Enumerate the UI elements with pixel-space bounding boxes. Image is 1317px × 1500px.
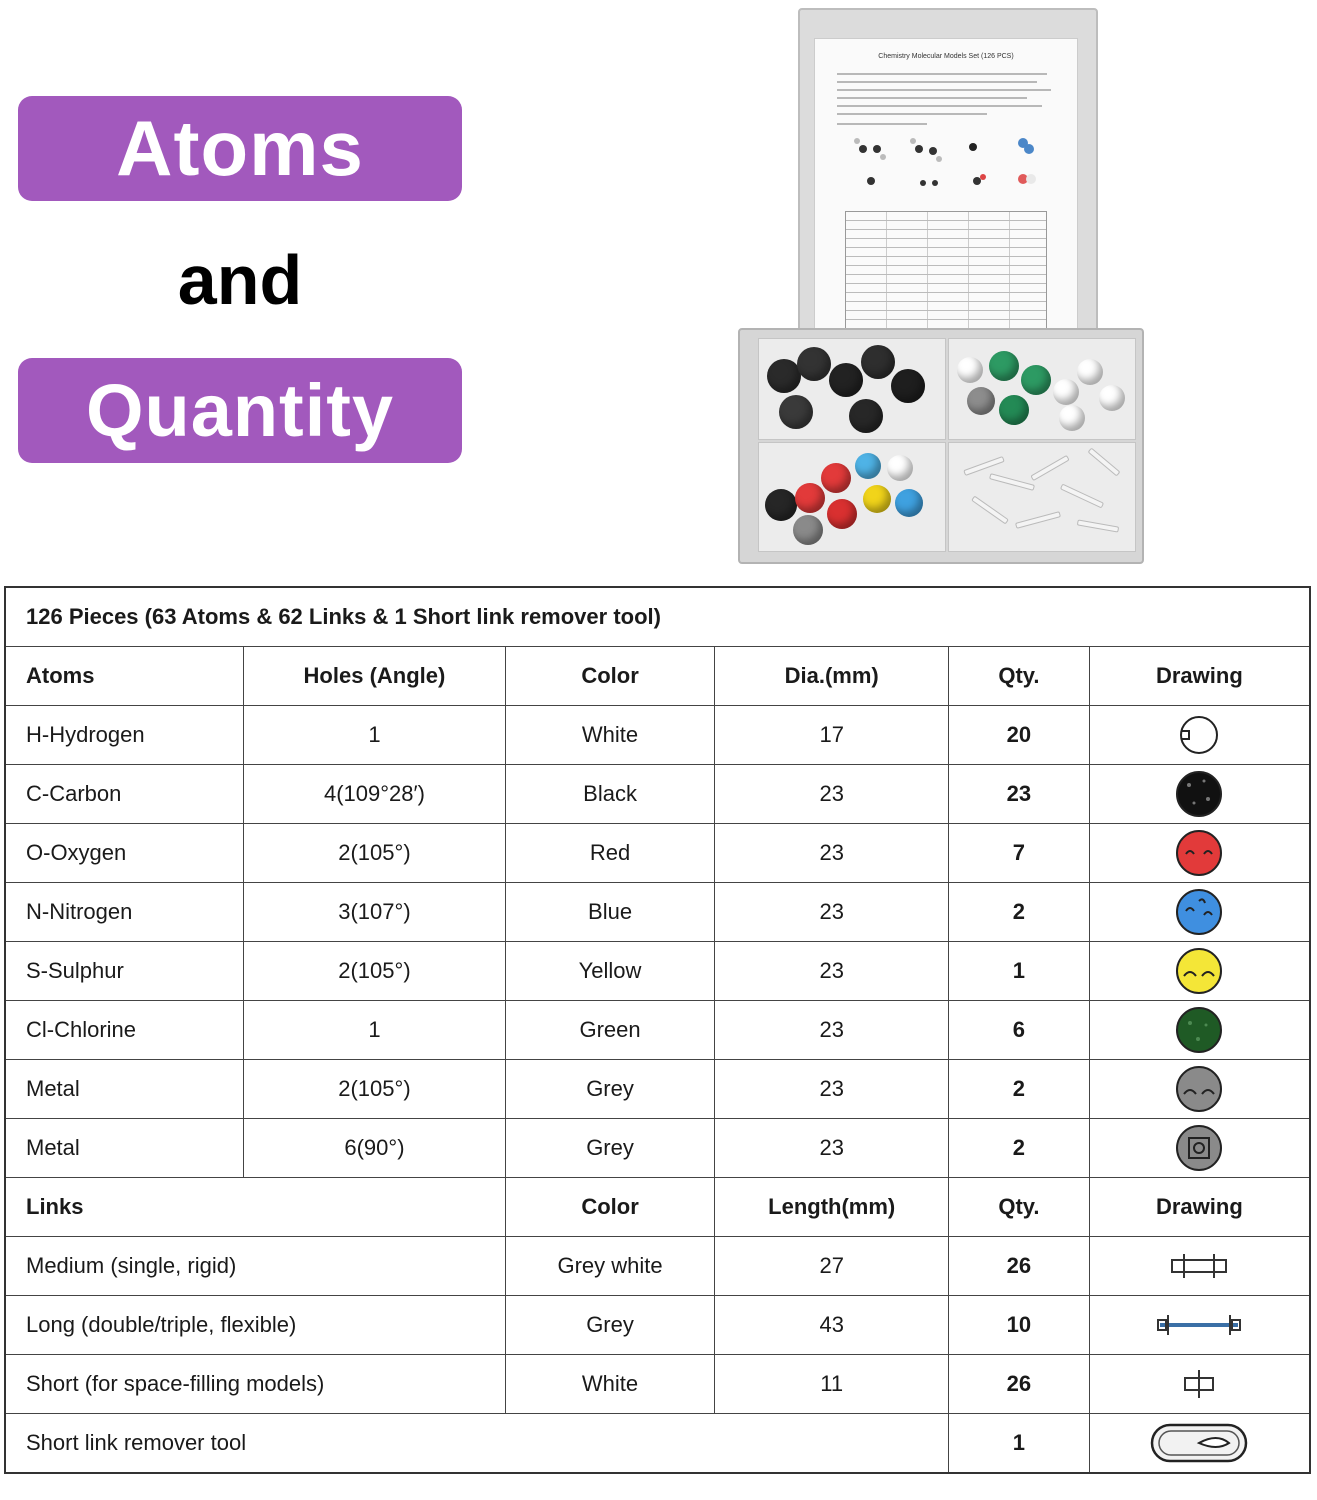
atom-drawing [1089, 706, 1310, 765]
links-compartment [948, 442, 1136, 552]
header-links: Links [5, 1178, 505, 1237]
link-name: Short (for space-filling models) [5, 1355, 505, 1414]
link-length: 27 [715, 1237, 949, 1296]
atom-qty: 7 [949, 824, 1090, 883]
atom-holes: 6(90°) [244, 1119, 506, 1178]
header-link-drawing: Drawing [1089, 1178, 1310, 1237]
header-dia: Dia.(mm) [715, 647, 949, 706]
black-atoms-compartment [758, 338, 946, 440]
carbon-ball-icon [1174, 769, 1224, 819]
atom-name: Metal [5, 1119, 244, 1178]
atom-name: H-Hydrogen [5, 706, 244, 765]
short-link-icon [1179, 1367, 1219, 1401]
table-row [5, 1414, 1310, 1474]
atom-qty: 2 [949, 1060, 1090, 1119]
link-length: 11 [715, 1355, 949, 1414]
atom-drawing [1089, 824, 1310, 883]
atom-dia: 23 [715, 765, 949, 824]
tool-name: Short link remover tool [5, 1414, 949, 1474]
atom-drawing [1089, 883, 1310, 942]
link-length: 43 [715, 1296, 949, 1355]
atom-color: Yellow [505, 942, 715, 1001]
link-color: Grey white [505, 1237, 715, 1296]
atom-dia: 23 [715, 1060, 949, 1119]
long-link-icon [1154, 1310, 1244, 1340]
atom-qty: 6 [949, 1001, 1090, 1060]
oxygen-ball-icon [1174, 828, 1224, 878]
atom-qty: 1 [949, 942, 1090, 1001]
atom-drawing [1089, 1060, 1310, 1119]
storage-tray [738, 328, 1144, 564]
table-row [5, 1296, 1310, 1355]
atoms-banner: Atoms [18, 96, 462, 201]
metal-6-hole-ball-icon [1174, 1123, 1224, 1173]
atom-name: O-Oxygen [5, 824, 244, 883]
link-drawing [1089, 1296, 1310, 1355]
atom-dia: 17 [715, 706, 949, 765]
atom-qty: 2 [949, 1119, 1090, 1178]
table-title: 126 Pieces (63 Atoms & 62 Links & 1 Short link remover tool) [5, 587, 1310, 647]
atom-color: Black [505, 765, 715, 824]
atom-holes: 2(105°) [244, 942, 506, 1001]
instruction-sheet [814, 38, 1078, 336]
atom-holes: 2(105°) [244, 1060, 506, 1119]
metal-2-hole-ball-icon [1174, 1064, 1224, 1114]
header-qty: Qty. [949, 647, 1090, 706]
atom-drawing [1089, 765, 1310, 824]
hydrogen-ball-icon [1177, 713, 1221, 757]
atoms-header-row [5, 647, 1310, 706]
atom-qty: 20 [949, 706, 1090, 765]
atom-color: Grey [505, 1119, 715, 1178]
atom-drawing [1089, 942, 1310, 1001]
atom-name: Metal [5, 1060, 244, 1119]
link-drawing [1089, 1355, 1310, 1414]
link-qty: 10 [949, 1296, 1090, 1355]
atom-name: Cl-Chlorine [5, 1001, 244, 1060]
tool-drawing [1089, 1414, 1310, 1474]
atom-dia: 23 [715, 883, 949, 942]
link-name: Medium (single, rigid) [5, 1237, 505, 1296]
green-white-atoms-compartment [948, 338, 1136, 440]
molecule-sketches [843, 135, 1053, 205]
atom-dia: 23 [715, 942, 949, 1001]
product-photo [736, 4, 1156, 564]
atom-holes: 1 [244, 706, 506, 765]
table-row [5, 706, 1310, 765]
spec-table [4, 586, 1311, 1474]
header-color: Color [505, 647, 715, 706]
table-row [5, 1355, 1310, 1414]
atom-dia: 23 [715, 1119, 949, 1178]
atom-color: Grey [505, 1060, 715, 1119]
link-name: Long (double/triple, flexible) [5, 1296, 505, 1355]
chlorine-ball-icon [1174, 1005, 1224, 1055]
medium-link-icon [1164, 1251, 1234, 1281]
table-row [5, 942, 1310, 1001]
instruction-sheet-title: Chemistry Molecular Models Set (126 PCS) [878, 53, 1014, 60]
header-atoms: Atoms [5, 647, 244, 706]
and-heading: and [177, 241, 303, 319]
header-link-qty: Qty. [949, 1178, 1090, 1237]
table-row [5, 824, 1310, 883]
atom-dia: 23 [715, 824, 949, 883]
header-holes: Holes (Angle) [244, 647, 506, 706]
atom-color: Green [505, 1001, 715, 1060]
tool-qty: 1 [949, 1414, 1090, 1474]
atom-qty: 2 [949, 883, 1090, 942]
atom-holes: 3(107°) [244, 883, 506, 942]
table-row [5, 1001, 1310, 1060]
atom-holes: 4(109°28′) [244, 765, 506, 824]
header-drawing: Drawing [1089, 647, 1310, 706]
colored-atoms-compartment [758, 442, 946, 552]
table-title-row [5, 587, 1310, 647]
table-row [5, 1237, 1310, 1296]
atom-drawing [1089, 1119, 1310, 1178]
table-row [5, 1119, 1310, 1178]
links-header-row [5, 1178, 1310, 1237]
nitrogen-ball-icon [1174, 887, 1224, 937]
atom-holes: 1 [244, 1001, 506, 1060]
atom-holes: 2(105°) [244, 824, 506, 883]
atom-color: Red [505, 824, 715, 883]
table-row [5, 1060, 1310, 1119]
link-qty: 26 [949, 1355, 1090, 1414]
table-row [5, 883, 1310, 942]
atom-name: N-Nitrogen [5, 883, 244, 942]
atom-color: White [505, 706, 715, 765]
header-length: Length(mm) [715, 1178, 949, 1237]
table-row [5, 765, 1310, 824]
atom-dia: 23 [715, 1001, 949, 1060]
atom-name: S-Sulphur [5, 942, 244, 1001]
atom-qty: 23 [949, 765, 1090, 824]
atom-drawing [1089, 1001, 1310, 1060]
link-color: Grey [505, 1296, 715, 1355]
atom-name: C-Carbon [5, 765, 244, 824]
link-drawing [1089, 1237, 1310, 1296]
sulphur-ball-icon [1174, 946, 1224, 996]
remover-tool-icon [1149, 1421, 1249, 1465]
quantity-banner: Quantity [18, 358, 462, 463]
link-qty: 26 [949, 1237, 1090, 1296]
atom-color: Blue [505, 883, 715, 942]
instruction-sheet-table [845, 211, 1047, 331]
header-link-color: Color [505, 1178, 715, 1237]
link-color: White [505, 1355, 715, 1414]
